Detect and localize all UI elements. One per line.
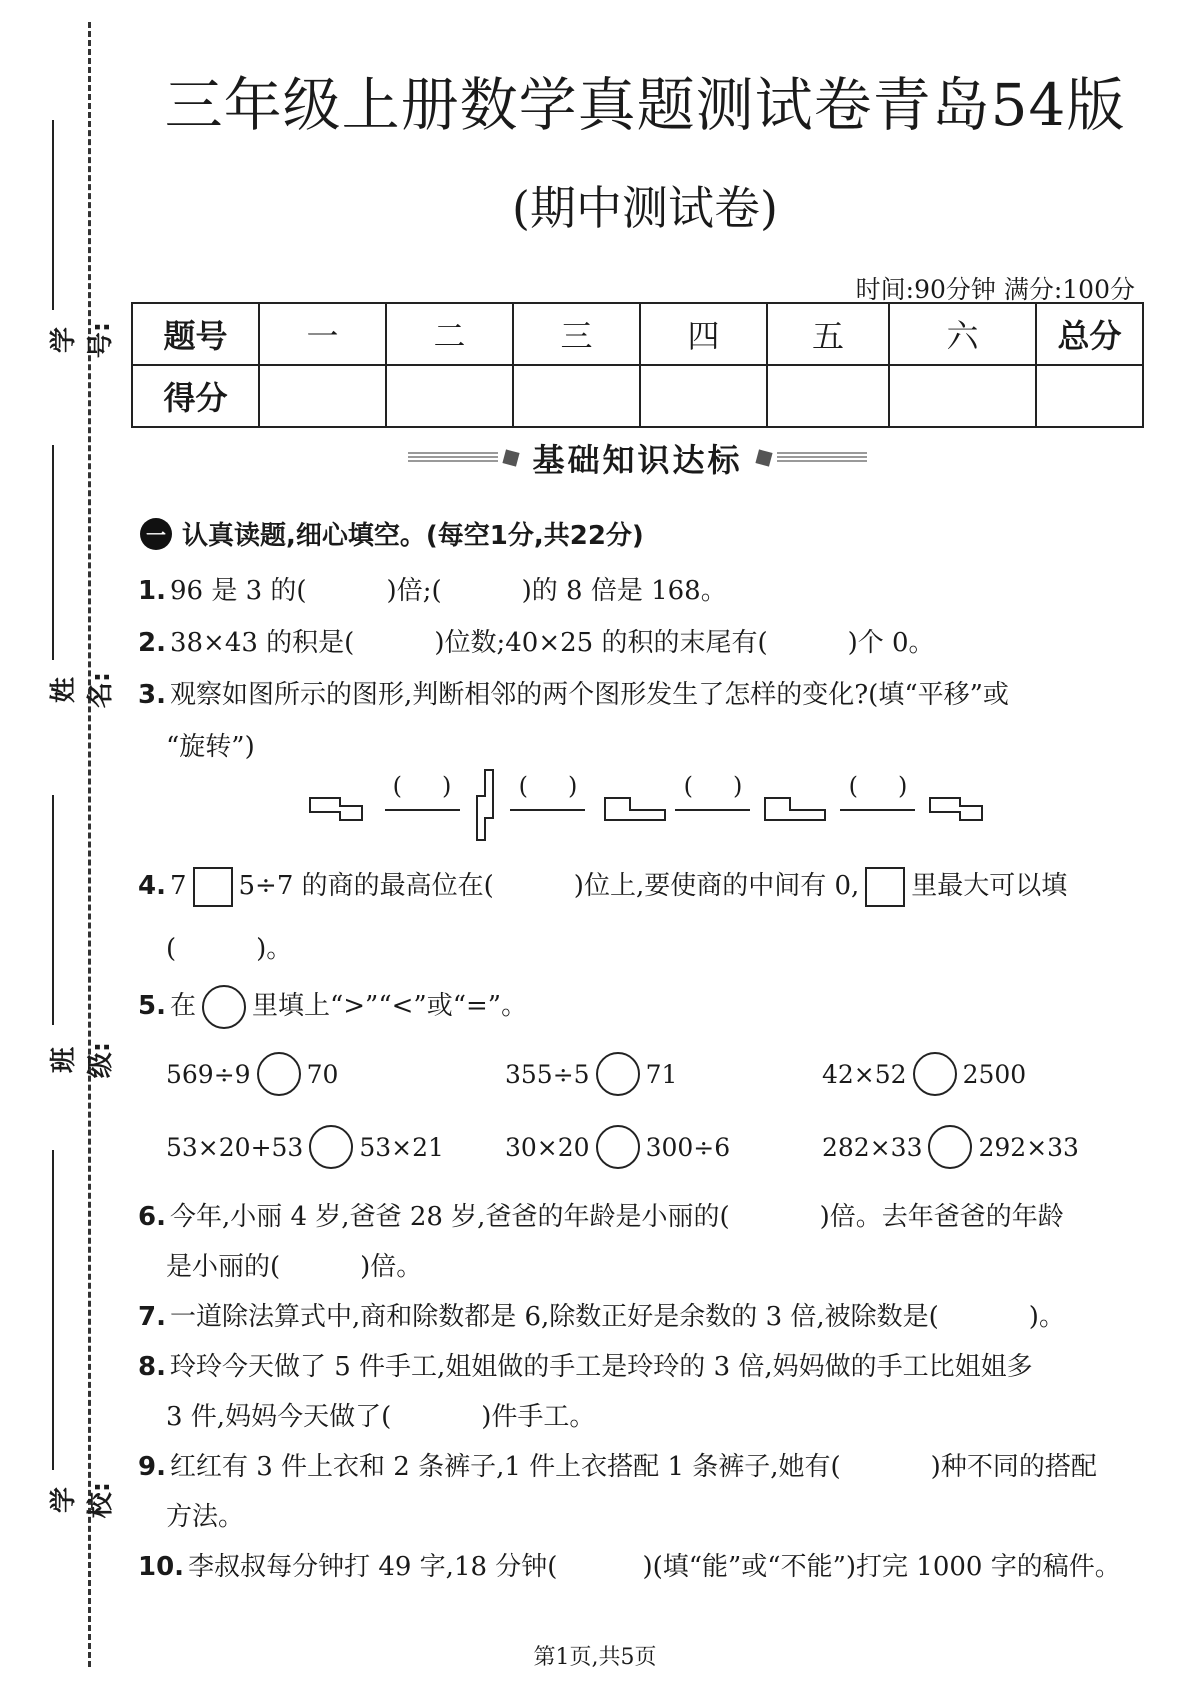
- compare-circle[interactable]: [596, 1052, 640, 1096]
- score-cell-4[interactable]: [640, 365, 767, 427]
- shape-answer-blank-3[interactable]: ( ): [683, 772, 743, 800]
- question-5: 5. 在 里填上“>”“<”或“=”。: [138, 985, 1150, 1029]
- banner-square-icon: [755, 449, 772, 466]
- banner-decoration-right: [777, 452, 867, 464]
- shape-1: [310, 798, 362, 820]
- question-3-cont: “旋转”): [166, 732, 255, 762]
- row-label-question-number: 题号: [132, 303, 259, 365]
- question-3: 3. 观察如图所示的图形,判断相邻的两个图形发生了怎样的变化?(填“平移”或: [138, 680, 1009, 710]
- score-cell-1[interactable]: [259, 365, 386, 427]
- question-9: 9. 红红有 3 件上衣和 2 条裤子,1 件上衣搭配 1 条裤子,她有( )种不同的搭配: [138, 1452, 1097, 1482]
- section-banner: [400, 433, 875, 483]
- col-3: 三: [513, 303, 640, 365]
- compare-circle[interactable]: [309, 1125, 353, 1169]
- digit-box[interactable]: [865, 867, 905, 907]
- exam-info: 时间:90分钟 满分:100分: [855, 275, 1135, 304]
- name-field[interactable]: [0, 445, 116, 735]
- class-label: 班级:: [49, 1041, 116, 1079]
- col-6: 六: [889, 303, 1036, 365]
- page-subtitle: (期中测试卷): [512, 181, 778, 235]
- question-1: 1. 96 是 3 的( )倍;( )的 8 倍是 168。: [138, 576, 727, 606]
- part-heading-text: 认真读题,细心填空。(每空1分,共22分): [182, 521, 644, 551]
- student-id-label: 学号:: [49, 321, 116, 359]
- shape-4: [765, 798, 825, 820]
- page-title: 三年级上册数学真题测试卷青岛54版: [164, 71, 1126, 139]
- digit-box[interactable]: [193, 867, 233, 907]
- question-9-cont: 方法。: [166, 1502, 245, 1532]
- compare-circle[interactable]: [913, 1052, 957, 1096]
- compare-circle-icon: [202, 985, 246, 1029]
- col-5: 五: [767, 303, 889, 365]
- question-4: 4. 7 5÷7 的商的最高位在( )位上,要使商的中间有 0, 里最大可以填: [138, 865, 1150, 907]
- class-field[interactable]: [0, 795, 116, 1105]
- compare-circle[interactable]: [596, 1125, 640, 1169]
- part-number-badge: 一: [140, 518, 172, 550]
- score-table-score-row: [132, 365, 1143, 427]
- score-table: [131, 302, 1144, 428]
- part-heading: [140, 515, 644, 552]
- question-2: 2. 38×43 的积是( )位数;40×25 的积的末尾有( )个 0。: [138, 628, 935, 658]
- compare-item-5: 30×20 300÷6: [505, 1125, 730, 1169]
- score-cell-total[interactable]: [1036, 365, 1143, 427]
- score-cell-2[interactable]: [386, 365, 513, 427]
- score-table-header-row: [132, 303, 1143, 365]
- compare-item-6: 282×33 292×33: [822, 1125, 1079, 1169]
- question-8-cont: 3 件,妈妈今天做了( )件手工。: [166, 1402, 596, 1432]
- compare-item-1: 569÷9 70: [166, 1052, 338, 1096]
- school-field[interactable]: [0, 1150, 116, 1550]
- question-8: 8. 玲玲今天做了 5 件手工,姐姐做的手工是玲玲的 3 倍,妈妈做的手工比姐姐多: [138, 1352, 1033, 1382]
- compare-item-4: 53×20+53 53×21: [166, 1125, 444, 1169]
- shape-2: [477, 770, 493, 840]
- name-label: 姓名:: [49, 671, 116, 709]
- shape-answer-blank-4[interactable]: ( ): [848, 772, 908, 800]
- question-6-cont: 是小丽的( )倍。: [166, 1252, 423, 1282]
- shape-5: [930, 798, 982, 820]
- row-label-score: 得分: [132, 365, 259, 427]
- shape-answer-blank-2[interactable]: ( ): [518, 772, 578, 800]
- student-id-field[interactable]: [0, 120, 116, 380]
- page-number: 第1页,共5页: [533, 1645, 657, 1670]
- binding-dashed-line: [88, 22, 91, 1667]
- shape-3: [605, 798, 665, 820]
- question-10: 10. 李叔叔每分钟打 49 字,18 分钟( )(填“能”或“不能”)打完 1000 字的稿件。: [138, 1552, 1121, 1582]
- compare-item-3: 42×52 2500: [822, 1052, 1026, 1096]
- question-4-cont: ( )。: [166, 934, 293, 964]
- shape-answer-blank-1[interactable]: ( ): [392, 772, 452, 800]
- col-1: 一: [259, 303, 386, 365]
- compare-circle[interactable]: [257, 1052, 301, 1096]
- banner-decoration-left: [408, 452, 498, 464]
- section-banner-text: 基础知识达标: [532, 441, 743, 479]
- question-7: 7. 一道除法算式中,商和除数都是 6,除数正好是余数的 3 倍,被除数是( )。: [138, 1302, 1065, 1332]
- col-total: 总分: [1036, 303, 1143, 365]
- score-cell-3[interactable]: [513, 365, 640, 427]
- question-6: 6. 今年,小丽 4 岁,爸爸 28 岁,爸爸的年龄是小丽的( )倍。去年爸爸的年龄: [138, 1202, 1064, 1232]
- school-label: 学校:: [49, 1481, 116, 1519]
- compare-item-2: 355÷5 71: [505, 1052, 677, 1096]
- score-cell-5[interactable]: [767, 365, 889, 427]
- col-4: 四: [640, 303, 767, 365]
- banner-square-icon: [503, 449, 520, 466]
- score-cell-6[interactable]: [889, 365, 1036, 427]
- col-2: 二: [386, 303, 513, 365]
- compare-circle[interactable]: [928, 1125, 972, 1169]
